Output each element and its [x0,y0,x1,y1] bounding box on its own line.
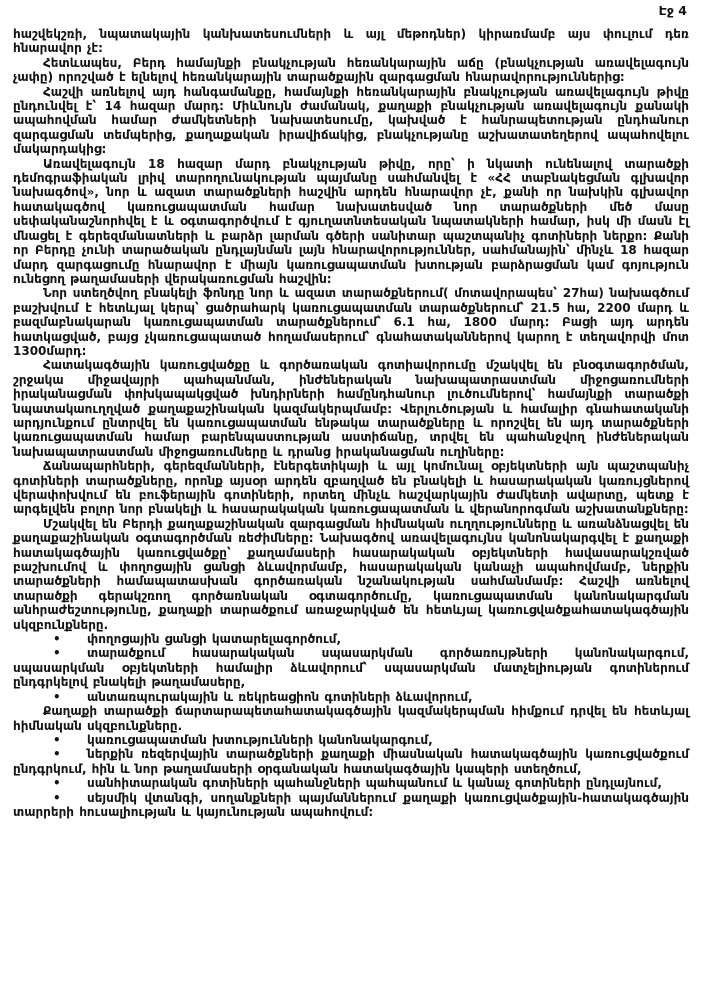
bullet-text: տարածքում հասարակական սպասարկման գործառույթների կանոնակարգում, սպասարկման օբյեկտների համալիր ձևավորում՝ սպասարկման մատչելիության գոտիներում ընդգրկելով բնակելի թաղամասերը, [13,646,689,690]
paragraph: Քաղաքի տարածքի ճարտարապետահատակագծային կազմակերպման հիմքում դրվել են հետևյալ հիմնական սկզբունքները. [13,704,689,733]
paragraph: Առավելագույն 18 հազար մարդ բնակչության թիվը, որը՝ ի նկատի ունենալով տարածքի դեմոգրաֆիական լրիվ տարողունակության պայմանը սահմանվել է «ՀՀ տաբնակեցման գլխավոր նախագծով», նոր և ազատ տարածքների հաշվին արդեն հնարավոր չէ, քանի որ նախկին գլխավոր հատակագծով կառուցապատման համար նախատեսված նոր տարածքների մեծ մասը սեփականաշնորհվել է և օգտագործվում է գյուղատնտեսական նպատակների համար, իսկ մի մասն էլ մնացել է գերեզմանատների և բարձր լարման գծերի սանիտար պաշտպանիչ գոտիների ներքո: Քանի որ Բերդը չունի տարածական ընդլայնման լայն հնարավորություններ, սահմանային՝ մինչև 18 հազար մարդ զարգացումը հնարավոր է միայն կառուցապատման խտության բարձրացման կամ գոյություն ունեցող թաղամասերի վերակառուցման հաշվին: [13,156,689,286]
bullet-item [13,791,689,820]
bullet-text: ներքին ռեզերվային տարածքների քաղաքի միասնական հատակագծային կառուցվածքում ընդգրկում, հին և նոր թաղամասերի օրգանական հատակագծային կապերի ստեղծում, [13,747,689,776]
bullet-icon: • [53,689,61,704]
paragraph: Հաշվի առնելով այդ հանգամանքը, համայնքի հեռանկարային բնակչության առավելագույն թիվը ընդունվել է՝ 14 հազար մարդ: Միևնույն ժամանակ, քաղաքի բնակչության առավելագույն քանակի ապահովման համար ժամկետների նախատեսումը, կախված է հանրապետության ընդհանուր զարգացման տեմպերից, քաղաքական իրավիճակից, բնակչությանը աշխատատեղերով ապահովելու մակարդակից: [13,84,689,157]
bullet-icon: • [53,776,61,791]
bullet-icon: • [53,732,61,747]
paragraph: Ճանապարհների, գերեզմանների, էներգետիկայի և այլ կոմունալ օբյեկտների այն պաշտպանիչ գոտիների տարածքները, որոնք այսօր արդեն զբաղված են բնակելի և հասարակական կառույցներով վերափոխվում են բուֆերային գոտիների, որտեղ մինչև հաշվարկային ժամկետի ավարտը, պետք է արգելվեն բոլոր նոր բնակելի և հասարակական կառուցապատման և վերանորոգման աշխատանքները: [13,459,689,517]
paragraph: Հետևապես, Բերդ համայնքի բնակչության հեռանկարային աճը (բնակչության առավելագույն չափը) որոշված է ելնելով հեռանկարային տարածքային զարգացման հնարավորություններից: [13,55,689,85]
bullet-text: կառուցապատման խտությունների կանոնակարգում, [87,732,433,747]
page-number: Էջ 4 [658,3,687,18]
paragraph: Հատակագծային կառուցվածքը և գործառական գոտիավորումը մշակվել են բնօգտագործման, շրջակա միջավայրի պահպանման, ինժեներական նախապատրաստման միջոցառումների իրականացման փոխկապակցված խնդիրների համընդհանուր լուծումներով՝ համայնքի տարածքի նպատակաուղղված քաղաքաշինական կազմակերպմամբ: Վերլուծության և համալիր գնահատականի արդյունքում ընտրվել են կառուցապատման ենթակա տարածքները և որոշվել են այդ տարածքների կառուցապատման համար բարենպաստության աստիճանը, տրվել են պահանջվող ինժեներական նախապատրաստման միջոցառումները և դրանց իրականացման ուղիները: [13,358,689,459]
bullet-icon: • [53,747,61,762]
bullet-icon: • [53,646,61,661]
bullet-text: սանհիտարական գոտիների պահանջների պահպանում և կանաչ գոտիների ընդլայնում, [87,776,662,791]
bullet-icon: • [53,632,61,647]
bullet-item [13,776,689,790]
bullet-item [13,632,689,646]
paragraph: Մշակվել են Բերդի քաղաքաշինական զարգացման հիմնական ուղղությունները և առանձնացվել են քաղաքաշինական օգտագործման ռեժիմները: Նախագծով առավելագույնս կանոնակարգվել է քաղաքի հատակագծային կառուցվածքը՝ քաղամասերի հասարակական օբյեկտների հավասարակշռված բաշխումով և փողոցային ցանցի ձևավորմամբ, հասարակական կանաչի ապահովմամբ, ներքին տարածքների համապատասխան գործառական նշանակության սահմանմամբ: Հաշվի առնելով տարածքի գերակշռող գործառնական օգտագործումը, կառուցապատման կանոնակարգման անհրաժեշտությունը, քաղաքի տարածքում առաջարկված են հետևյալ կառուցվածքահատակագծային սկզբունքները. [13,516,689,632]
bullet-item [13,646,689,689]
bullet-item [13,733,689,747]
bullet-item [13,690,689,704]
document-body [13,27,689,819]
paragraph: հաշվեկշռի, նպատակային կանխատեսումների և այլ մեթոդներ) կիրառմամբ այս փուլում դեռ հնարավոր չէ: [13,27,689,56]
bullet-icon: • [53,790,61,805]
bullet-text: անտառպուրակային և ռեկրեացիոն գոտիների ձևավորում, [87,689,473,704]
bullet-text: փողոցային ցանցի կատարելագործում, [87,632,341,647]
bullet-item [13,747,689,776]
paragraph: Նոր ստեղծվող բնակելի ֆոնդը նոր և ազատ տարածքներում( մոտավորապես՝ 27հա) նախագծում բաշխվում է հետևյալ կերպ՝ ցածրահարկ կառուցապատման տարածքներում՝ 21.5 հա, 2200 մարդ և բազմաբնակարան կառուցապատման տարածքներում՝ 6.1 հա, 1800 մարդ: Բացի այդ արդեն հատկացված, բայց չկառուցապատած հողամասերում՝ գնահատականներով կարող է տեղավորվի մոտ 1300մարդ: [13,286,689,358]
bullet-text: սեյսմիկ վտանգի, սողանքների պայմաններում քաղաքի կառուցվածքային-հատակագծային տարրերի հուսալիության և կայունության ապահովում: [13,790,689,819]
